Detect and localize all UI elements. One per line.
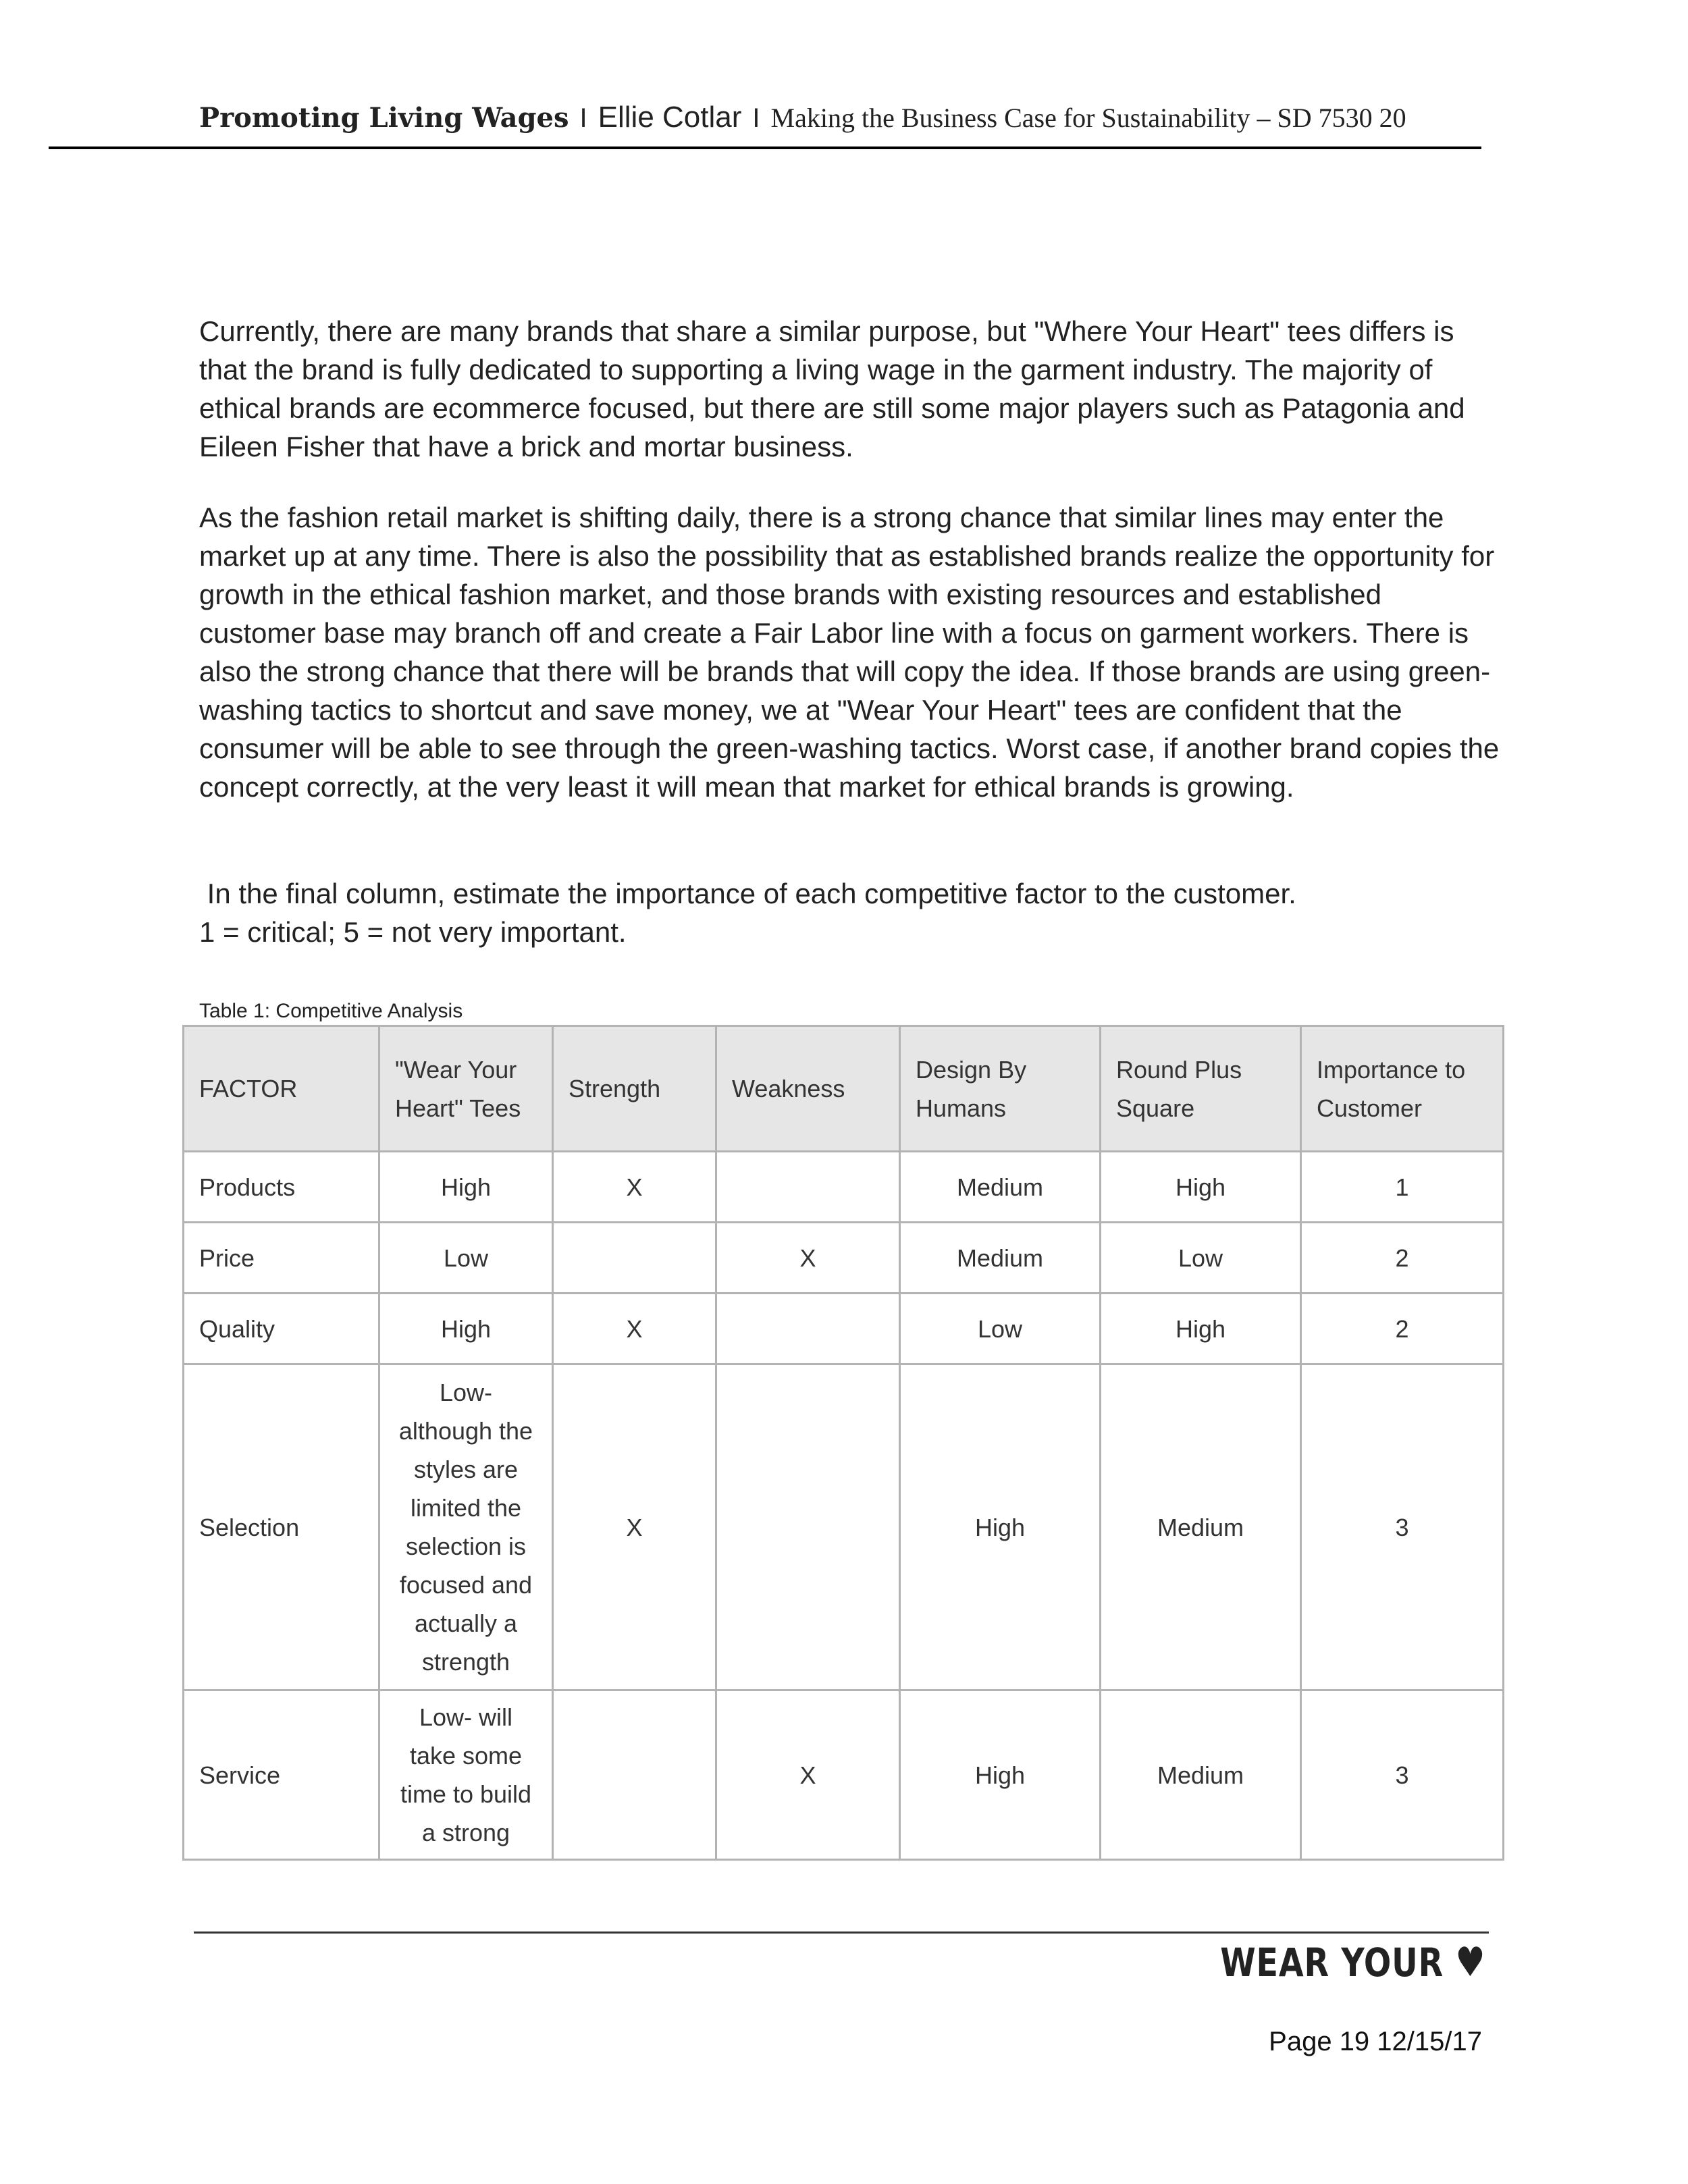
cell-round-plus-square: High bbox=[1101, 1294, 1301, 1364]
cell-design-by-humans: High bbox=[900, 1690, 1101, 1860]
cell-wear-your-heart: High bbox=[379, 1294, 553, 1364]
cell-design-by-humans: Low bbox=[900, 1294, 1101, 1364]
table-header-row bbox=[184, 1026, 1504, 1152]
cell-importance: 3 bbox=[1301, 1690, 1504, 1860]
header-divider bbox=[49, 147, 1481, 149]
instruction-line-2: 1 = critical; 5 = not very important. bbox=[199, 916, 627, 948]
cell-wear-your-heart: Low- will take some time to build a strong bbox=[379, 1690, 553, 1860]
header-factor: FACTOR bbox=[184, 1026, 379, 1152]
cell-design-by-humans: Medium bbox=[900, 1223, 1101, 1294]
instruction-text bbox=[199, 874, 1502, 951]
cell-weakness bbox=[716, 1152, 900, 1223]
paragraph-competitors: Currently, there are many brands that share a similar purpose, but "Where Your Heart" tees differs is that the brand is fully dedicated to supporting a living wage in the garment industry. The majority of ethical brands are ecommerce focused, but there are still some major players such as Patagonia and Eileen Fisher that have a brick and mortar business. bbox=[199, 315, 1465, 462]
cell-factor: Price bbox=[184, 1223, 379, 1294]
paragraph-market-shift: As the fashion retail market is shifting daily, there is a strong chance that similar lines may enter the market up at any time. There is also the possibility that as established brands realize the opportunity for growth in the ethical fashion market, and those brands with existing resources and established customer base may branch off and create a Fair Labor line with a focus on garment workers. There is also the strong chance that there will be brands that will copy the idea. If those brands are using green-washing tactics to shortcut and save money, we at "Wear Your Heart" tees are confident that the consumer will be able to see through the green-washing tactics. Worst case, if another brand copies the concept correctly, at the very least it will mean that market for ethical brands is growing. bbox=[199, 502, 1500, 803]
table-row bbox=[184, 1364, 1504, 1690]
cell-factor: Products bbox=[184, 1152, 379, 1223]
header-strength: Strength bbox=[553, 1026, 716, 1152]
cell-weakness bbox=[716, 1364, 900, 1690]
header-wear-your-heart: "Wear Your Heart" Tees bbox=[379, 1026, 553, 1152]
cell-design-by-humans: High bbox=[900, 1364, 1101, 1690]
cell-importance: 3 bbox=[1301, 1364, 1504, 1690]
cell-factor: Selection bbox=[184, 1364, 379, 1690]
header-course: Making the Business Case for Sustainability – SD 7530 20 bbox=[770, 103, 1406, 133]
table-caption: Table 1: Competitive Analysis bbox=[199, 1000, 463, 1022]
wear-your-heart-logo bbox=[1220, 1939, 1485, 1986]
cell-round-plus-square: High bbox=[1101, 1152, 1301, 1223]
header-round-plus-square: Round Plus Square bbox=[1101, 1026, 1301, 1152]
cell-factor: Quality bbox=[184, 1294, 379, 1364]
cell-importance: 1 bbox=[1301, 1152, 1504, 1223]
table-row bbox=[184, 1223, 1504, 1294]
cell-factor: Service bbox=[184, 1690, 379, 1860]
header-separator-2: I bbox=[752, 103, 760, 133]
header-design-by-humans: Design By Humans bbox=[900, 1026, 1101, 1152]
heart-icon: ♥ bbox=[1455, 1939, 1485, 1986]
header-author: Ellie Cotlar bbox=[598, 101, 742, 134]
cell-weakness: X bbox=[716, 1690, 900, 1860]
cell-strength bbox=[553, 1223, 716, 1294]
table-row bbox=[184, 1690, 1504, 1860]
header-title: Promoting Living Wages bbox=[199, 102, 569, 134]
cell-importance: 2 bbox=[1301, 1223, 1504, 1294]
table-row bbox=[184, 1152, 1504, 1223]
cell-design-by-humans: Medium bbox=[900, 1152, 1101, 1223]
cell-weakness bbox=[716, 1294, 900, 1364]
header-importance: Importance to Customer bbox=[1301, 1026, 1504, 1152]
cell-strength: X bbox=[553, 1364, 716, 1690]
cell-weakness: X bbox=[716, 1223, 900, 1294]
table-row bbox=[184, 1294, 1504, 1364]
cell-wear-your-heart: High bbox=[379, 1152, 553, 1223]
cell-strength: X bbox=[553, 1294, 716, 1364]
page-number-date: Page 19 12/15/17 bbox=[1269, 2027, 1482, 2056]
header-separator-1: I bbox=[579, 103, 587, 133]
cell-strength bbox=[553, 1690, 716, 1860]
page-header bbox=[199, 96, 1482, 140]
cell-round-plus-square: Low bbox=[1101, 1223, 1301, 1294]
logo-text: WEAR YOUR bbox=[1219, 1940, 1444, 1986]
cell-importance: 2 bbox=[1301, 1294, 1504, 1364]
competitive-analysis-table bbox=[182, 1025, 1504, 1861]
footer-divider bbox=[194, 1932, 1489, 1934]
cell-strength: X bbox=[553, 1152, 716, 1223]
cell-wear-your-heart: Low- although the styles are limited the selection is focused and actually a strength bbox=[379, 1364, 553, 1690]
cell-round-plus-square: Medium bbox=[1101, 1690, 1301, 1860]
header-weakness: Weakness bbox=[716, 1026, 900, 1152]
cell-wear-your-heart: Low bbox=[379, 1223, 553, 1294]
instruction-line-1: In the final column, estimate the importance of each competitive factor to the customer. bbox=[199, 878, 1296, 909]
cell-round-plus-square: Medium bbox=[1101, 1364, 1301, 1690]
